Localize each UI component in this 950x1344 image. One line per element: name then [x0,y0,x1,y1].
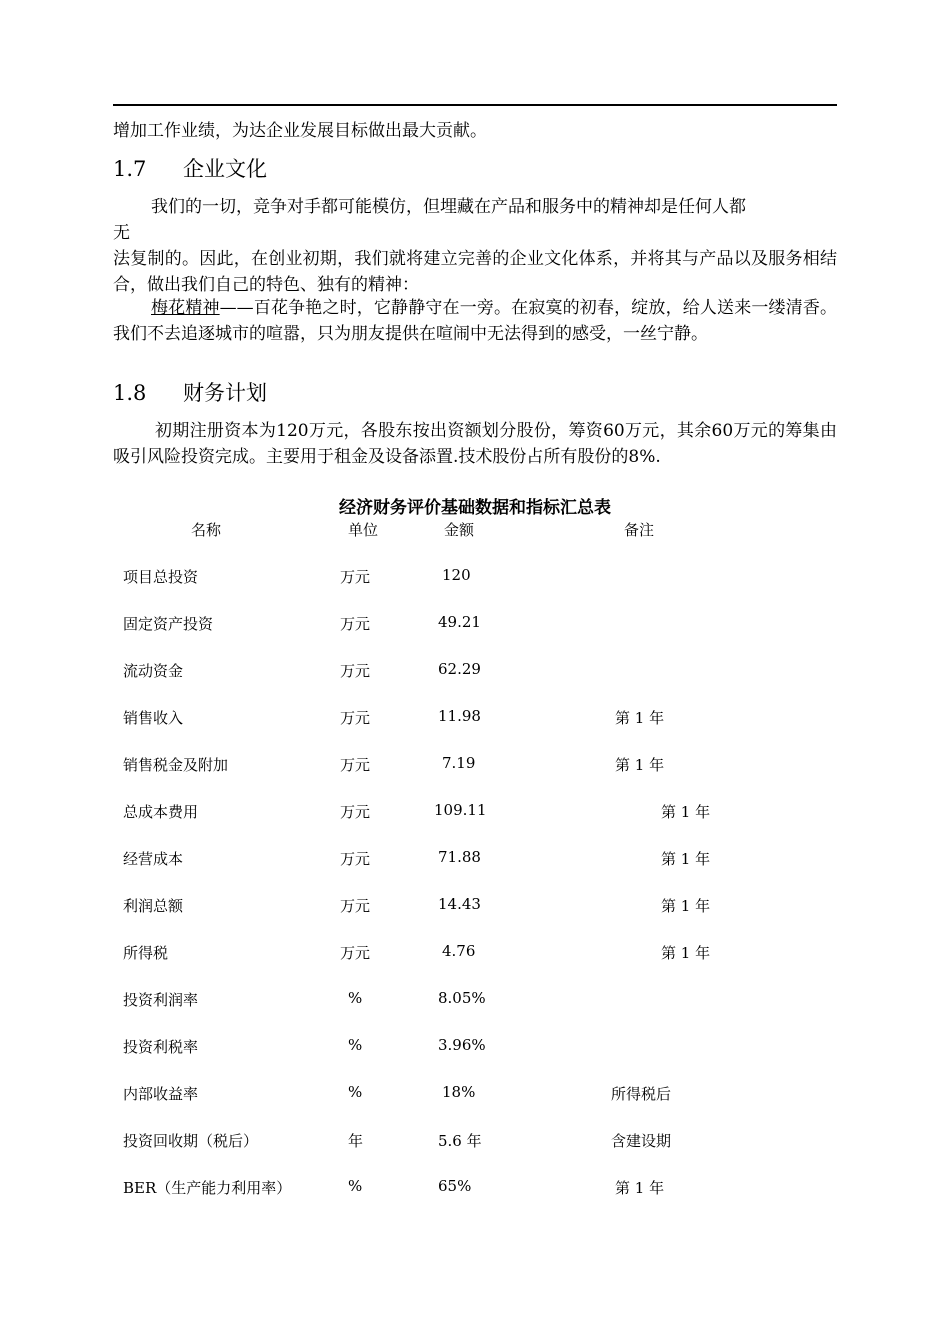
section-heading-1-8 [113,379,267,407]
cell-amount: 11.98 [438,707,481,725]
section-number: 1.8 [113,381,147,405]
cell-amount: 7.19 [442,754,476,772]
culture-paragraph-rest: 法复制的。因此，在创业初期，我们就将建立完善的企业文化体系，并将其与产品以及服务相结合，做出我们自己的特色、独有的精神： [113,249,837,295]
header-rule [113,104,837,106]
cell-unit: 万元 [340,615,371,633]
cell-name: 固定资产投资 [123,615,214,633]
cell-note: 第 1 年 [615,1179,665,1197]
cell-amount: 65% [438,1177,472,1195]
cell-amount: 120 [442,566,471,584]
cell-name: 投资回收期（税后） [123,1132,259,1150]
cell-note: 第 1 年 [615,709,665,727]
column-header-amount: 金额 [444,521,475,539]
cell-unit: % [348,1177,363,1195]
cell-name: 经营成本 [123,850,184,868]
cell-note: 第 1 年 [661,803,711,821]
culture-paragraph-line1: 我们的一切，竞争对手都可能模仿，但埋藏在产品和服务中的精神却是任何人都 [151,197,746,217]
cell-note: 第 1 年 [661,944,711,962]
cell-unit: 年 [348,1132,364,1150]
cell-unit: 万元 [340,850,371,868]
continued-paragraph: 增加工作业绩，为达企业发展目标做出最大贡献。 [113,121,487,141]
cell-note: 第 1 年 [661,897,711,915]
cell-note: 含建设期 [611,1132,672,1150]
cell-unit: 万元 [340,944,371,962]
finance-paragraph: 初期注册资本为120万元，各股东按出资额划分股份，筹资60万元，其余60万元的筹集由吸引风险投资完成。主要用于租金及设备添置.技术股份占所有股份的8%. [113,421,837,467]
plum-spirit-term: 梅花精神 [151,298,220,318]
section-number: 1.7 [113,157,147,181]
section-heading-1-7 [113,155,267,183]
cell-unit: 万元 [340,662,371,680]
cell-note: 所得税后 [611,1085,672,1103]
cell-name: 所得税 [123,944,169,962]
cell-name: 销售税金及附加 [123,756,229,774]
cell-note: 第 1 年 [615,756,665,774]
cell-unit: % [348,1083,363,1101]
cell-amount: 8.05% [438,989,486,1007]
plum-spirit-text: ——百花争艳之时，它静静守在一旁。在寂寞的初春，绽放，给人送来一缕清香。我们不去追逐城市的喧嚣，只为朋友提供在喧闹中无法得到的感受，一丝宁静。 [113,298,838,344]
cell-unit: 万元 [340,756,371,774]
cell-name: 内部收益率 [123,1085,199,1103]
cell-unit: 万元 [340,897,371,915]
cell-amount: 71.88 [438,848,481,866]
cell-name: 投资利润率 [123,991,199,1009]
culture-paragraph-line2: 无 [113,223,130,243]
cell-name: 流动资金 [123,662,184,680]
cell-amount: 3.96% [438,1036,486,1054]
section-title: 企业文化 [183,157,267,181]
cell-amount: 14.43 [438,895,481,913]
cell-unit: % [348,989,363,1007]
section-title: 财务计划 [183,381,267,405]
cell-unit: 万元 [340,803,371,821]
column-header-name: 名称 [191,521,222,539]
cell-unit: 万元 [340,568,371,586]
cell-name: 销售收入 [123,709,184,727]
cell-amount: 4.76 [442,942,476,960]
cell-name: 利润总额 [123,897,184,915]
cell-amount: 62.29 [438,660,481,678]
cell-name: 总成本费用 [123,803,199,821]
table-title: 经济财务评价基础数据和指标汇总表 [339,498,611,518]
cell-amount: 49.21 [438,613,481,631]
plum-spirit-paragraph [113,295,837,347]
cell-name: 项目总投资 [123,568,199,586]
cell-amount: 18% [442,1083,476,1101]
cell-name: 投资利税率 [123,1038,199,1056]
column-header-unit: 单位 [348,521,379,539]
cell-unit: 万元 [340,709,371,727]
cell-amount: 109.11 [434,801,487,819]
cell-note: 第 1 年 [661,850,711,868]
column-header-note: 备注 [624,521,655,539]
cell-name: BER（生产能力利用率） [123,1179,292,1197]
cell-amount: 5.6 年 [438,1132,482,1150]
cell-unit: % [348,1036,363,1054]
